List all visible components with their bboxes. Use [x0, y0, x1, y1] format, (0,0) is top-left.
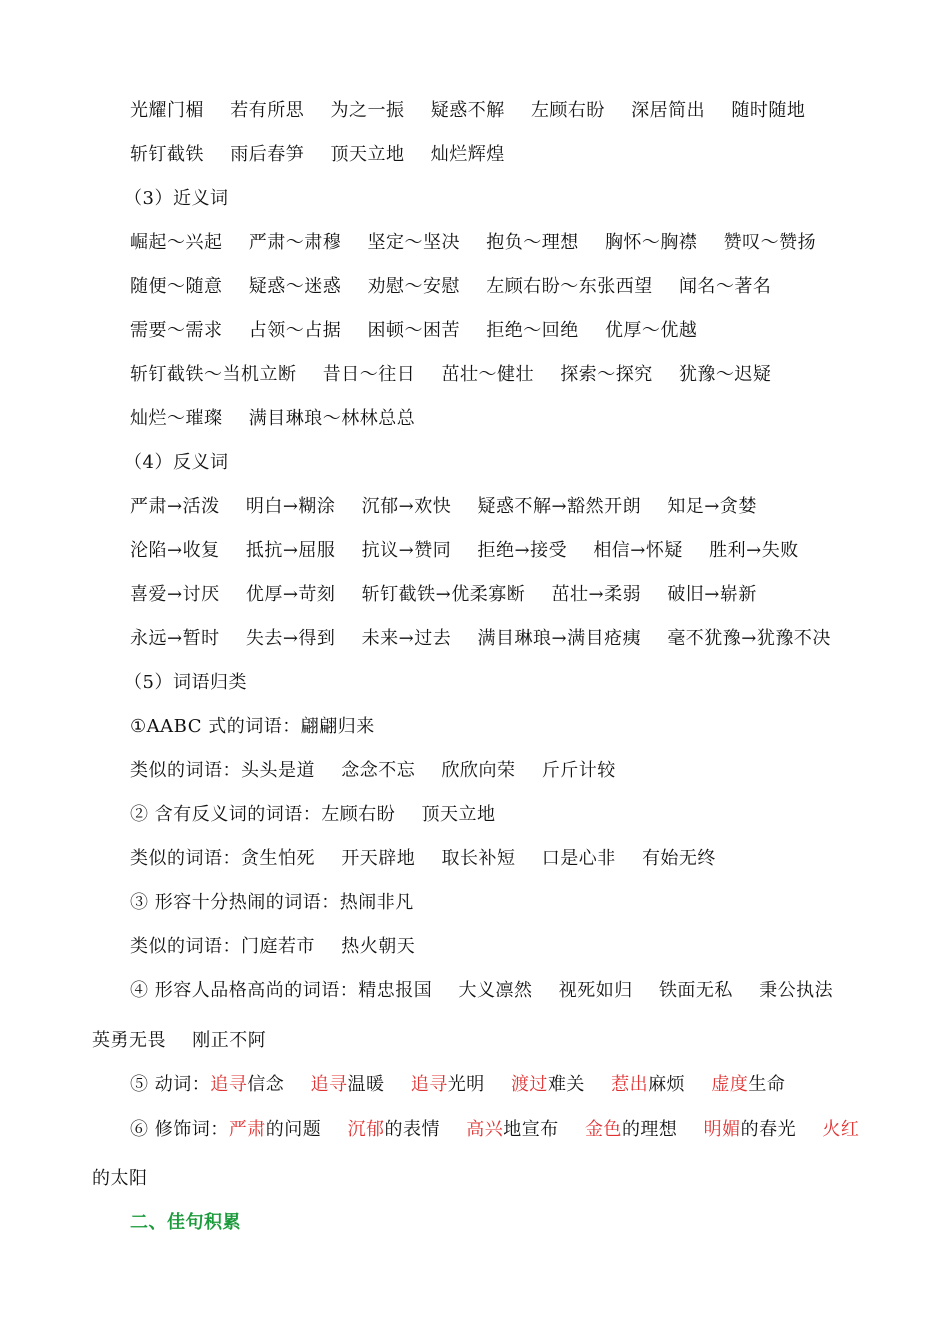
word-pair: 茁壮～健壮 [441, 364, 534, 385]
word: 精忠报国 [358, 980, 433, 1001]
word-pair: 随便～随意 [130, 276, 223, 297]
word-pair: 左顾右盼～东张西望 [486, 276, 653, 297]
word: 视死如归 [558, 980, 633, 1001]
synonym-row-3 [130, 316, 880, 346]
word-pair: 斩钉截铁～当机立断 [130, 364, 297, 385]
idiom-line-2 [130, 140, 880, 170]
word: 灿烂辉煌 [430, 144, 505, 165]
word: 深居简出 [631, 100, 706, 121]
word-pair: 优厚～优越 [604, 320, 698, 341]
word-pair: 胜利→失败 [709, 540, 799, 561]
highlight-word: 金色 [584, 1119, 622, 1140]
highlight-word: 惹出 [611, 1074, 649, 1095]
noble-line-2 [92, 1026, 880, 1056]
word: 翩翩归来 [300, 716, 375, 737]
word-pair: 坚定～坚决 [367, 232, 460, 253]
synonym-row-2 [130, 272, 880, 302]
word: 斤斤计较 [541, 760, 616, 781]
word: 口是心非 [541, 848, 616, 869]
word: 地宣布 [503, 1119, 559, 1140]
word-pair: 需要～需求 [130, 320, 223, 341]
word-pair: 昔日～往日 [322, 364, 416, 385]
modifiers-line [130, 1115, 880, 1145]
word: 念念不忘 [341, 760, 416, 781]
word-pair: 探索～探究 [560, 364, 653, 385]
word: 左顾右盼 [321, 804, 396, 825]
word-pair: 崛起～兴起 [130, 232, 223, 253]
synonym-row-4 [130, 360, 880, 390]
word: 大义凛然 [458, 980, 533, 1001]
word: 刚正不阿 [192, 1030, 267, 1051]
word: 热闹非凡 [339, 892, 414, 913]
word: 英勇无畏 [92, 1030, 166, 1051]
word-pair: 相信→怀疑 [593, 540, 683, 561]
word: 的理想 [621, 1119, 678, 1140]
word-pair: 满目琳琅→满目疮痍 [477, 628, 642, 649]
word-pair: 茁壮→柔弱 [551, 584, 642, 605]
highlight-word: 严肃 [228, 1119, 266, 1140]
noble-line-1 [130, 976, 880, 1006]
synonym-row-5 [130, 404, 880, 434]
word: 头头是道 [241, 760, 315, 781]
word-pair: 赞叹～赞扬 [723, 232, 817, 253]
word-pair: 知足→贪婪 [667, 496, 757, 517]
word: 麻烦 [648, 1074, 686, 1095]
word: 难关 [547, 1074, 585, 1095]
word-pair: 沦陷→收复 [130, 540, 220, 561]
modifiers-tail: 的太阳 [92, 1168, 148, 1189]
word-pair: 抗议→赞同 [361, 540, 452, 561]
word-pair: 占领～占据 [248, 320, 342, 341]
verbs-label: ⑤ 动词： [130, 1074, 211, 1095]
highlight-word: 虚度 [711, 1074, 749, 1095]
aabc-similar-line [130, 756, 880, 786]
highlight-word: 追寻 [310, 1074, 348, 1095]
antonym-row-2 [130, 536, 880, 566]
antonym-row-3 [130, 580, 880, 610]
antonym-row-1 [130, 492, 880, 522]
similar-label: 类似的词语： [130, 848, 241, 869]
word-pair: 满目琳琅～林林总总 [248, 408, 416, 429]
word-pair: 抵抗→屈服 [245, 540, 336, 561]
antonym-similar-line [130, 844, 880, 874]
word: 顶天立地 [421, 804, 496, 825]
word: 热火朝天 [341, 936, 416, 957]
word: 左顾右盼 [530, 100, 605, 121]
word-pair: 犹豫～迟疑 [678, 364, 772, 385]
word: 取长补短 [441, 848, 516, 869]
noble-label: ④ 形容人品格高尚的词语： [130, 980, 359, 1001]
word: 欣欣向荣 [441, 760, 516, 781]
word-pair: 明白→糊涂 [245, 496, 336, 517]
synonyms-title: （3）近义词 [124, 188, 229, 209]
word: 斩钉截铁 [130, 144, 204, 165]
word-pair: 劝慰～安慰 [367, 276, 460, 297]
word-pair: 困顿～困苦 [367, 320, 460, 341]
synonym-row-1 [130, 228, 880, 258]
highlight-word: 火红 [822, 1119, 860, 1140]
word-pair: 破旧→崭新 [667, 584, 757, 605]
word: 的表情 [384, 1119, 440, 1140]
highlight-word: 追寻 [210, 1074, 248, 1095]
word-pair: 失去→得到 [245, 628, 336, 649]
word-pair: 沉郁→欢快 [361, 496, 452, 517]
word-pair: 永远→暂时 [130, 628, 220, 649]
idiom-line-1 [130, 96, 880, 126]
word: 光明 [447, 1074, 485, 1095]
word: 门庭若市 [241, 936, 315, 957]
word-pair: 拒绝～回绝 [486, 320, 579, 341]
word-pair: 毫不犹豫→犹豫不决 [667, 628, 831, 649]
word: 贪生怕死 [241, 848, 315, 869]
classification-title: （5）词语归类 [124, 672, 247, 693]
lively-line [130, 888, 880, 918]
highlight-word: 沉郁 [347, 1119, 385, 1140]
word: 生命 [748, 1074, 786, 1095]
word: 光耀门楣 [130, 100, 204, 121]
similar-label: 类似的词语： [130, 760, 241, 781]
word: 开天辟地 [341, 848, 416, 869]
word: 温暖 [347, 1074, 385, 1095]
word-pair: 斩钉截铁→优柔寡断 [361, 584, 526, 605]
word-pair: 喜爱→讨厌 [130, 584, 220, 605]
highlight-word: 追寻 [410, 1074, 448, 1095]
aabc-line [130, 712, 880, 742]
word-pair: 疑惑～迷惑 [248, 276, 342, 297]
word: 有始无终 [641, 848, 716, 869]
word-pair: 拒绝→接受 [477, 540, 568, 561]
similar-label: 类似的词语： [130, 936, 241, 957]
word: 若有所思 [230, 100, 305, 121]
word: 为之一振 [330, 100, 405, 121]
word-pair: 未来→过去 [361, 628, 452, 649]
antonym-row-4 [130, 624, 880, 654]
word-pair: 严肃～肃穆 [248, 232, 342, 253]
word-pair: 灿烂～璀璨 [130, 408, 223, 429]
word: 顶天立地 [330, 144, 405, 165]
lively-label: ③ 形容十分热闹的词语： [130, 892, 340, 913]
highlight-word: 渡过 [510, 1074, 548, 1095]
section-heading: 二、佳句积累 [130, 1212, 241, 1233]
word: 雨后春笋 [230, 144, 305, 165]
word: 的问题 [265, 1119, 322, 1140]
word-pair: 胸怀～胸襟 [604, 232, 698, 253]
antonym-label: ② 含有反义词的词语： [130, 804, 322, 825]
word-pair: 闻名～著名 [678, 276, 772, 297]
highlight-word: 明媚 [703, 1119, 741, 1140]
aabc-label: ①AABC 式的词语： [130, 716, 301, 737]
word: 随时随地 [731, 100, 806, 121]
word-pair: 严肃→活泼 [130, 496, 220, 517]
antonym-words-line [130, 800, 880, 830]
word-pair: 疑惑不解→豁然开朗 [477, 496, 642, 517]
word: 信念 [247, 1074, 285, 1095]
verbs-line [130, 1070, 880, 1100]
word-pair: 优厚→苛刻 [245, 584, 336, 605]
antonyms-title: （4）反义词 [124, 452, 229, 473]
word: 的春光 [740, 1119, 797, 1140]
word: 疑惑不解 [430, 100, 505, 121]
highlight-word: 高兴 [466, 1119, 504, 1140]
word: 铁面无私 [658, 980, 733, 1001]
word-pair: 抱负～理想 [486, 232, 579, 253]
lively-similar-line [130, 932, 880, 962]
modifiers-label: ⑥ 修饰词： [130, 1119, 229, 1140]
word: 秉公执法 [759, 980, 834, 1001]
